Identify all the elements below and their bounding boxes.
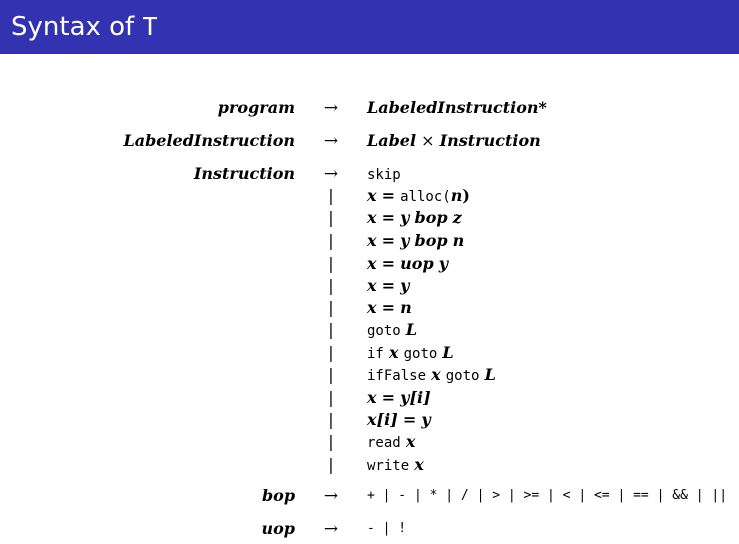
- alt-binop-var: x = y bop z: [367, 208, 462, 227]
- arrow-bop: →: [323, 486, 339, 506]
- alt-binop-const: x = y bop n: [367, 231, 465, 250]
- alt-bar: |: [328, 231, 334, 250]
- title-language: T: [142, 12, 158, 41]
- alt-bar: |: [328, 186, 334, 205]
- alt-bar: |: [328, 410, 334, 429]
- alt-bar: |: [328, 320, 334, 339]
- alt-bar: |: [328, 276, 334, 295]
- nonterminal-bop: bop: [261, 486, 295, 505]
- alt-write: write x: [367, 455, 424, 474]
- times-symbol: ×: [421, 131, 435, 150]
- alt-array-load: x = y[i]: [367, 388, 431, 407]
- alt-bar: |: [328, 388, 334, 407]
- alt-skip: skip: [367, 167, 401, 183]
- nonterminal-uop: uop: [261, 519, 295, 538]
- label-term: Label: [367, 131, 417, 150]
- alt-bar: |: [328, 432, 334, 451]
- title-prefix: Syntax of: [11, 12, 143, 42]
- alt-unop: x = uop y: [367, 254, 449, 273]
- rhs-labeled-instruction: [367, 131, 541, 150]
- nonterminal-labeled-instruction: LabeledInstruction: [123, 131, 295, 150]
- arrow-program: →: [323, 98, 339, 118]
- slide-title: [0, 0, 739, 54]
- alt-bar: |: [328, 455, 334, 474]
- alt-bar: |: [328, 343, 334, 362]
- alt-array-store: x[i] = y: [367, 410, 431, 429]
- alt-if-goto: if x goto L: [367, 343, 454, 362]
- alt-bar: |: [328, 208, 334, 227]
- alt-read: read x: [367, 432, 416, 451]
- alt-goto: goto L: [367, 320, 418, 339]
- instruction-term: Instruction: [439, 131, 541, 150]
- arrow-uop: →: [323, 519, 339, 539]
- arrow-instruction: →: [323, 164, 339, 184]
- alt-bar: |: [328, 254, 334, 273]
- nonterminal-instruction: Instruction: [193, 164, 295, 183]
- alt-iffalse-goto: ifFalse x goto L: [367, 365, 496, 384]
- alt-alloc: x = alloc(n): [367, 186, 470, 205]
- alt-copy: x = y: [367, 276, 410, 295]
- arrow-labeled-instruction: →: [323, 131, 339, 151]
- nonterminal-program: program: [217, 98, 295, 117]
- alt-bar: |: [328, 298, 334, 317]
- rhs-program: LabeledInstruction*: [367, 98, 547, 117]
- rhs-uop: - | !: [367, 521, 407, 536]
- rhs-bop: + | - | * | / | > | >= | < | <= | == | && | ||: [367, 488, 728, 503]
- alt-bar: |: [328, 365, 334, 384]
- alt-const: x = n: [367, 298, 412, 317]
